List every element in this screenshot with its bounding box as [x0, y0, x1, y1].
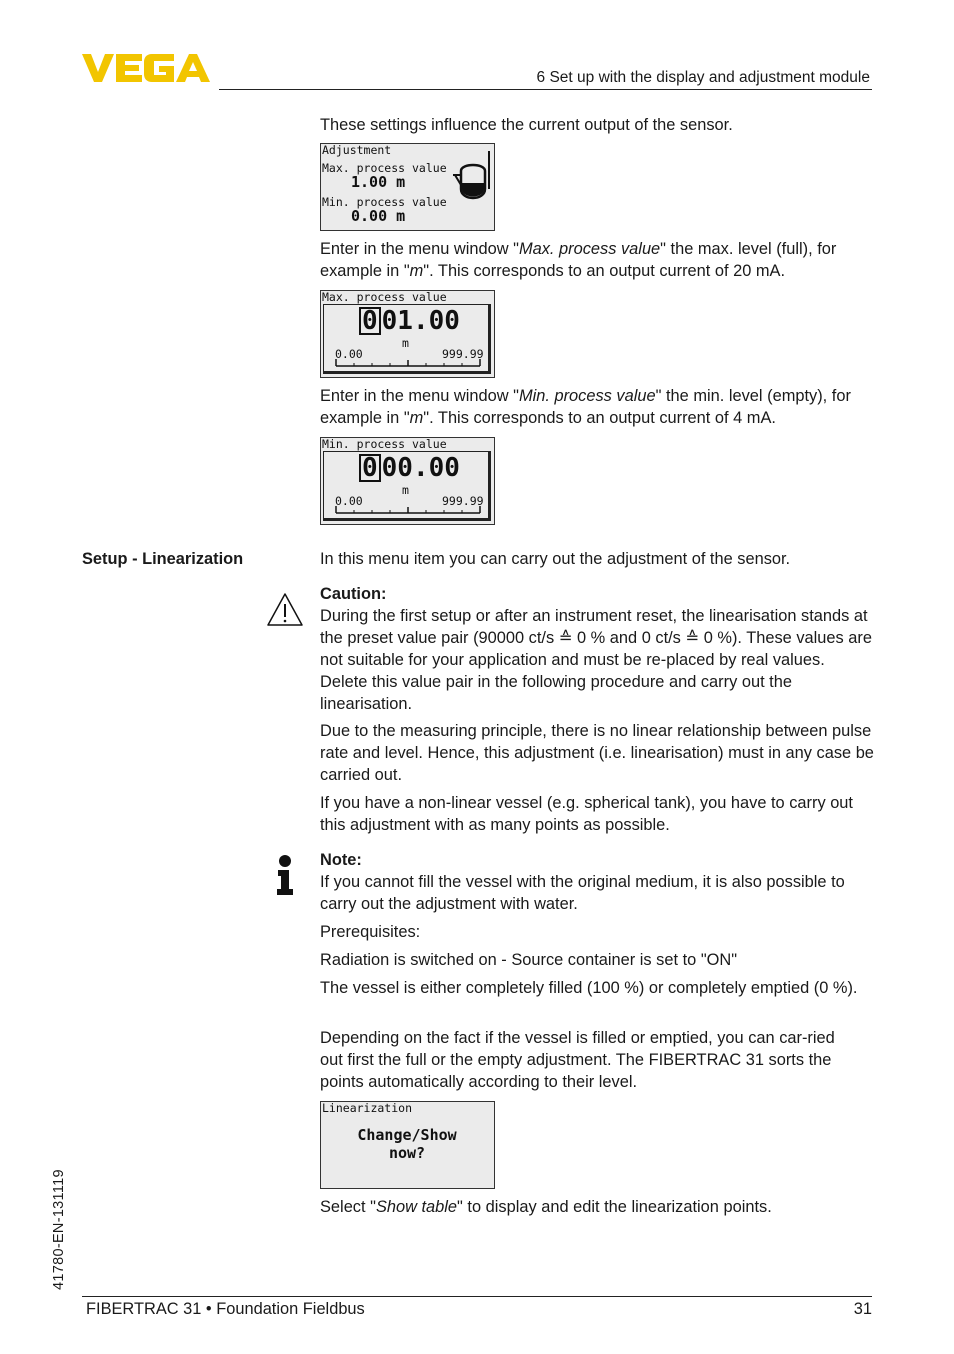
max-label: Max. process value	[322, 161, 447, 175]
caution-text: During the first setup or after an instrument reset, the linearisation stands at the preset value pair (90000 ct/s ≙ 0 % and 0 ct/s ≙ 0 %). These values are not suitable for your application and must be re-placed by real values. Delete this value pair in the following procedure and carry out the linearisation.	[320, 607, 872, 713]
display-caption: Linearization	[322, 1101, 413, 1115]
value-readout	[359, 306, 460, 336]
now-line: now?	[388, 1144, 426, 1162]
note-title: Note:	[320, 851, 362, 869]
section-title: 6 Set up with the display and adjustment module	[536, 69, 870, 86]
vessel-text: The vessel is either completely filled (100 %) or completely emptied (0 %).	[320, 979, 858, 997]
document-id: 41780-EN-131119	[51, 1169, 67, 1290]
footer-divider	[82, 1296, 872, 1297]
display-max-process-value	[320, 290, 495, 378]
range-max: 999.99	[442, 347, 484, 361]
value-readout	[359, 453, 460, 483]
text-emphasis: Min. process value	[518, 387, 656, 405]
text-emphasis: Max. process value	[518, 240, 661, 258]
text-segment: ". This corresponds to an output current of 4 mA.	[423, 409, 776, 427]
text-emphasis: m	[409, 262, 424, 280]
display-caption: Min. process value	[322, 437, 447, 451]
display-linearization	[320, 1101, 495, 1189]
change-show-line: Change/Show	[357, 1126, 457, 1144]
linearization-intro: In this menu item you can carry out the adjustment of the sensor.	[320, 550, 791, 568]
page-number: 31	[853, 1300, 872, 1318]
nonlinear-text: If you have a non-linear vessel (e.g. spherical tank), you have to carry out this adjustment with as many points as possible.	[320, 794, 853, 834]
range-min: 0.00	[335, 347, 363, 361]
text-segment: " to display and edit the linearization points.	[457, 1198, 772, 1216]
text-segment: Select "	[320, 1198, 376, 1216]
text-segment: Enter in the menu window "	[320, 240, 519, 258]
text-segment: " the min. level (empty), for example in "	[320, 387, 851, 427]
scale-bar	[335, 357, 481, 367]
linearization-heading: Setup - Linearization	[82, 550, 244, 568]
range-min: 0.00	[335, 494, 363, 508]
depending-text: Depending on the fact if the vessel is filled or emptied, you can car-ried out first the full or the empty adjustment. The FIBERTRAC 31 sorts the points automatically according to their level.	[320, 1029, 835, 1091]
text-segment: ". This corresponds to an output current of 20 mA.	[423, 262, 786, 280]
scale-bar	[335, 504, 481, 514]
min-label: Min. process value	[322, 195, 447, 209]
range-max: 999.99	[442, 494, 484, 508]
note-text: If you cannot fill the vessel with the original medium, it is also possible to carry out the adjustment with water.	[320, 873, 845, 913]
display-caption: Max. process value	[322, 290, 447, 304]
unit-label: m	[402, 336, 409, 350]
display-adjustment	[320, 143, 495, 231]
display-min-process-value	[320, 437, 495, 525]
max-instructions	[320, 238, 880, 282]
text-segment: Enter in the menu window "	[320, 387, 519, 405]
footer-product: FIBERTRAC 31 • Foundation Fieldbus	[86, 1300, 365, 1318]
vega-logo-graphic	[82, 52, 212, 84]
text-emphasis: m	[409, 409, 424, 427]
principle-text: Due to the measuring principle, there is no linear relationship between pulse rate and level. Hence, this adjustment (i.e. linearisation) must in any case be carried out.	[320, 722, 874, 784]
radiation-text: Radiation is switched on - Source container is set to "ON"	[320, 951, 738, 969]
vega-logo	[82, 52, 212, 84]
select-instructions	[320, 1196, 880, 1218]
display-caption: Adjustment	[322, 143, 392, 157]
header-divider	[219, 89, 872, 90]
min-value: 0.00 m	[351, 207, 406, 225]
tank-icon	[451, 149, 493, 204]
value-digits: 00.00	[381, 453, 460, 483]
max-value: 1.00 m	[351, 173, 406, 191]
caution-title: Caution:	[320, 585, 387, 603]
value-digits: 01.00	[381, 306, 460, 336]
text-segment: " the max. level (full), for example in "	[320, 240, 837, 280]
min-instructions	[320, 385, 880, 429]
text-emphasis: Show table	[375, 1198, 458, 1216]
info-icon	[274, 854, 296, 896]
cursor-digit: 0	[359, 307, 381, 335]
prerequisites-label: Prerequisites:	[320, 923, 421, 941]
intro-text: These settings influence the current output of the sensor.	[320, 116, 733, 134]
warning-icon	[266, 592, 304, 627]
unit-label: m	[402, 483, 409, 497]
cursor-digit: 0	[359, 454, 381, 482]
